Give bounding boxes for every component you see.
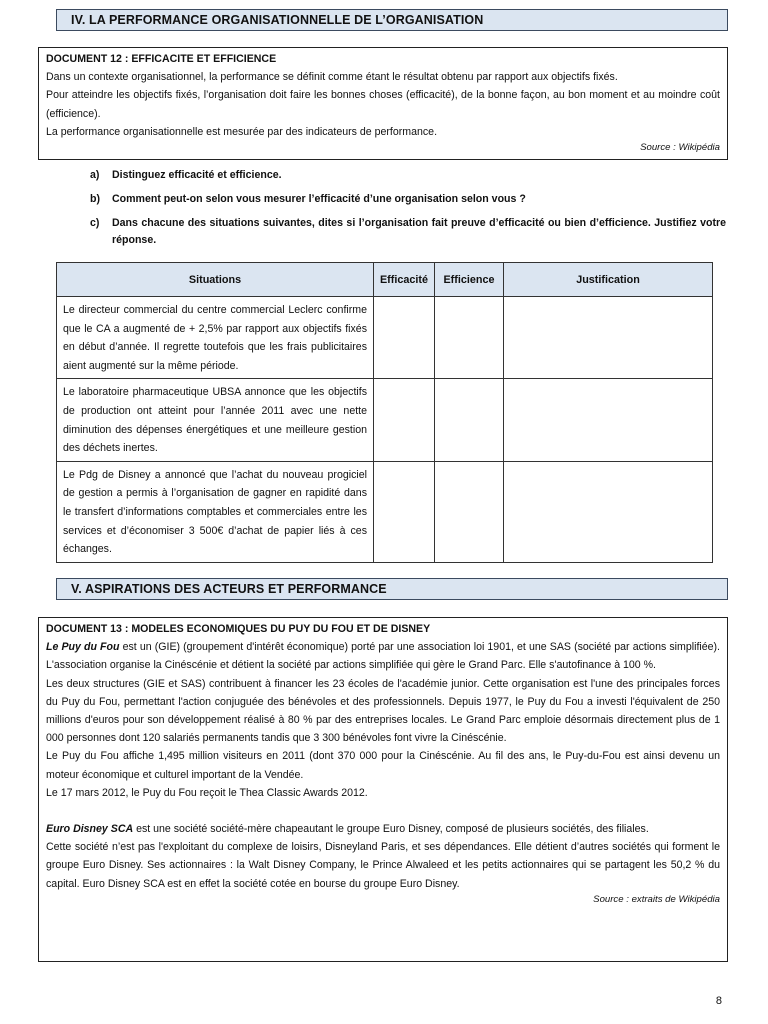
section-4-heading: IV. LA PERFORMANCE ORGANISATIONNELLE DE L’ORGANISATION xyxy=(56,9,728,31)
table-row xyxy=(57,297,713,379)
question-text: Dans chacune des situations suivantes, dites si l’organisation fait preuve d’efficacité ou bien d’efficience. Justifiez votre réponse. xyxy=(112,217,726,246)
document-12-title: DOCUMENT 12 : EFFICACITE ET EFFICIENCE xyxy=(46,53,277,65)
document-12-paragraph: Pour atteindre les objectifs fixés, l’organisation doit faire les bonnes choses (efficacité), de la bonne façon, au bon moment et au moindre coût (efficience). xyxy=(46,89,720,120)
page-number: 8 xyxy=(715,995,722,1007)
situation-cell: Le directeur commercial du centre commercial Leclerc confirme que le CA a augmenté de + 2,5% par rapport aux objectifs fixés en début d’année. Il regrette toutefois que les frais publicitaires aient augmenté sur la même période. xyxy=(57,297,374,379)
efficacite-cell[interactable] xyxy=(374,379,435,461)
header-situations: Situations xyxy=(57,263,374,297)
efficacite-cell[interactable] xyxy=(374,461,435,562)
document-13-box xyxy=(38,617,728,962)
question-label: c) xyxy=(90,217,100,229)
situation-cell: Le Pdg de Disney a annoncé que l’achat du nouveau progiciel de gestion a permis à l’organisation de gagner en rapidité dans le transfert d’informations comptables et commerciales entre les services et d’économiser 3 500€ d’achat de papier liés à ces échanges. xyxy=(57,461,374,562)
header-justification: Justification xyxy=(504,263,713,297)
document-13-paragraph xyxy=(46,638,720,674)
paragraph-text: est une société société-mère chapeautant le groupe Euro Disney, composé de plusieurs sociétés, des filiales. xyxy=(133,823,649,836)
question-text: Distinguez efficacité et efficience. xyxy=(112,169,282,181)
paragraph-text: est un (GIE) (groupement d'intérêt économique) porté par une association loi 1901, et une SAS (société par actions simplifiée). L'association organise la Cinéscénie et détient la société par actions simplifiée qui gère le Grand Parc. Elle s'autofinance à 100 %. xyxy=(46,641,720,672)
section-5-heading: V. ASPIRATIONS DES ACTEURS ET PERFORMANCE xyxy=(56,578,728,600)
header-efficacite: Efficacité xyxy=(374,263,435,297)
justification-cell[interactable] xyxy=(504,379,713,461)
document-13-source: Source : extraits de Wikipédia xyxy=(593,893,720,905)
situations-table xyxy=(56,262,713,563)
efficacite-cell[interactable] xyxy=(374,297,435,379)
question-text: Comment peut-on selon vous mesurer l’efficacité d’une organisation selon vous ? xyxy=(112,193,526,205)
table-row xyxy=(57,379,713,461)
document-13-title: DOCUMENT 13 : MODELES ECONOMIQUES DU PUY DU FOU ET DE DISNEY xyxy=(46,623,431,635)
table-header-row xyxy=(57,263,713,297)
table-row xyxy=(57,461,713,562)
document-12-paragraph: Dans un contexte organisationnel, la performance se définit comme étant le résultat obtenu par rapport aux objectifs fixés. xyxy=(46,71,618,84)
paragraph-spacer xyxy=(46,802,720,820)
document-13-paragraph: Les deux structures (GIE et SAS) contribuent à financer les 23 écoles de l'académie junior. Cette organisation est l'une des principales forces du Puy du Fou, permettant l'action conjuguée des bénévoles et des professionnels. Depuis 1977, le Puy du Fou a investi l'équivalent de 250 millions d'euros pour son développement réalisé à 80 % par des entreprises locales. Le Grand Parc emploie désormais directement plus de 1 000 personnes dont 120 salariés permanents tandis que 3 300 bénévoles font vivre la Cinéscénie. xyxy=(46,677,720,745)
euro-disney-lead: Euro Disney SCA xyxy=(46,823,134,836)
question-item xyxy=(90,167,726,184)
question-label: b) xyxy=(90,193,100,205)
document-13-paragraph: Cette société n’est pas l'exploitant du complexe de loisirs, Disneyland Paris, et ses dépendances. Elle détient d’autres sociétés qui forment le groupe Euro Disney. Ses actionnaires : la Walt Disney Company, le Prince Alwaleed et les petits actionnaires qui se partagent les 50,2 % du capital. Euro Disney SCA est en effet la société cotée en bourse du groupe Euro Disney. xyxy=(46,841,720,890)
efficience-cell[interactable] xyxy=(435,461,504,562)
document-12-source: Source : Wikipédia xyxy=(640,142,720,154)
document-12-paragraph: La performance organisationnelle est mesurée par des indicateurs de performance. xyxy=(46,125,438,138)
puy-du-fou-lead: Le Puy du Fou xyxy=(46,641,120,654)
question-item xyxy=(90,215,726,249)
justification-cell[interactable] xyxy=(504,297,713,379)
situation-cell: Le laboratoire pharmaceutique UBSA annonce que les objectifs de production ont atteint pour l’année 2011 avec une nette diminution des dépenses énergétiques et une meilleure gestion des déchets inertes. xyxy=(57,379,374,461)
document-13-paragraph: Le Puy du Fou affiche 1,495 million visiteurs en 2011 (dont 370 000 pour la Cinéscénie. Au fil des ans, le Puy-du-Fou est ainsi devenu un moteur économique et culturel important de la Vendée. xyxy=(46,750,720,781)
question-label: a) xyxy=(90,169,100,181)
document-13-paragraph xyxy=(46,820,720,838)
header-efficience: Efficience xyxy=(435,263,504,297)
question-item xyxy=(90,191,726,208)
document-13-paragraph: Le 17 mars 2012, le Puy du Fou reçoit le Thea Classic Awards 2012. xyxy=(46,786,368,799)
efficience-cell[interactable] xyxy=(435,379,504,461)
questions-list xyxy=(90,167,726,256)
justification-cell[interactable] xyxy=(504,461,713,562)
document-12-box xyxy=(38,47,728,160)
efficience-cell[interactable] xyxy=(435,297,504,379)
